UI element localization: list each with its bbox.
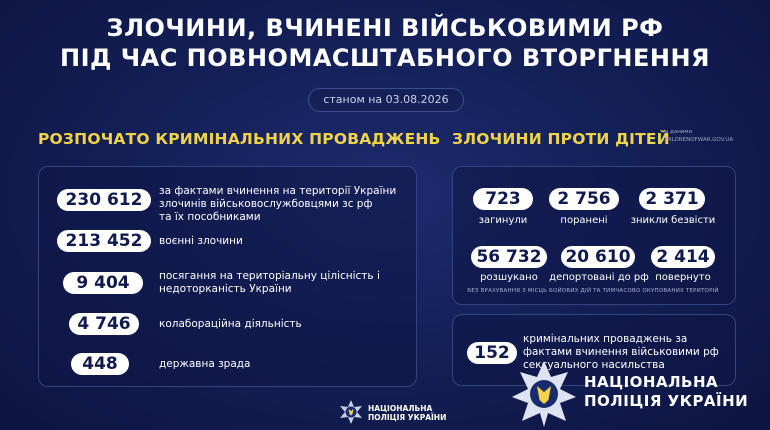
criminal-proceedings-panel bbox=[38, 166, 417, 387]
text-line: злочинів військовослужбовцями зс рф bbox=[159, 198, 373, 210]
children-injured-value: 2 756 bbox=[549, 188, 619, 210]
children-injured-label: поранені bbox=[560, 215, 608, 226]
proceedings-text-collaboration bbox=[159, 318, 302, 331]
source-note bbox=[662, 128, 733, 144]
police-logo-small-text bbox=[368, 404, 446, 422]
proceedings-text-territorial bbox=[159, 270, 380, 296]
source-line1: за даними bbox=[662, 129, 693, 135]
text-line: фактами вчинення військовими рф bbox=[523, 346, 719, 358]
children-stats-footnote: БЕЗ ВРАХУВАННЯ З МІСЦЬ БОЙОВИХ ДІЙ ТА ТИМЧАСОВО ОКУПОВАНИХ ТЕРИТОРІЙ bbox=[467, 288, 719, 294]
text-line: за фактами вчинення на території України bbox=[159, 185, 397, 197]
text-line: кримінальних проваджень за bbox=[523, 333, 688, 345]
children-deported-value: 20 610 bbox=[561, 246, 635, 268]
children-missing-label: зникли безвісти bbox=[630, 215, 716, 226]
page-title-line1: ЗЛОЧИНИ, ВЧИНЕНІ ВІЙСЬКОВИМИ РФ bbox=[106, 14, 664, 42]
text-line: сексуального насильства bbox=[523, 359, 665, 371]
police-small-line2: ПОЛІЦІЯ УКРАЇНИ bbox=[368, 413, 447, 422]
children-stats-panel bbox=[452, 166, 736, 305]
police-logo-large-text bbox=[584, 373, 748, 411]
text-line: недоторканість України bbox=[159, 283, 292, 295]
police-star-large-icon bbox=[508, 357, 580, 429]
proceedings-value-collaboration: 4 746 bbox=[69, 313, 139, 335]
crimes-against-children-heading: ЗЛОЧИНИ ПРОТИ ДІТЕЙ bbox=[452, 130, 670, 148]
proceedings-value-war-crimes: 213 452 bbox=[57, 230, 151, 252]
children-deported-label: депортовані до рф bbox=[549, 272, 649, 283]
text-line: колабораційна діяльність bbox=[159, 318, 302, 330]
proceedings-text-total bbox=[159, 185, 396, 224]
page-title-line2: ПІД ЧАС ПОВНОМАСШТАБНОГО ВТОРГНЕННЯ bbox=[59, 44, 711, 72]
criminal-proceedings-heading: РОЗПОЧАТО КРИМІНАЛЬНИХ ПРОВАДЖЕНЬ bbox=[38, 130, 441, 148]
police-small-line1: НАЦІОНАЛЬНА bbox=[368, 404, 433, 413]
children-missing-value: 2 371 bbox=[639, 188, 705, 210]
proceedings-text-war-crimes bbox=[159, 235, 243, 248]
source-line2: CHILDRENOFWAR.GOV.UA bbox=[662, 137, 734, 143]
children-returned-value: 2 414 bbox=[651, 246, 715, 268]
police-big-line2: ПОЛІЦІЯ УКРАЇНИ bbox=[584, 392, 749, 410]
proceedings-text-treason bbox=[159, 358, 250, 371]
text-line: воєнні злочини bbox=[159, 235, 243, 247]
date-badge: станом на 03.08.2026 bbox=[308, 88, 464, 112]
text-line: та їх пособниками bbox=[159, 211, 261, 223]
sexual-violence-value: 152 bbox=[467, 342, 517, 364]
police-big-line1: НАЦІОНАЛЬНА bbox=[584, 373, 719, 391]
text-line: державна зрада bbox=[159, 358, 251, 370]
proceedings-value-territorial: 9 404 bbox=[63, 272, 143, 294]
children-found-label: розшукано bbox=[480, 272, 538, 283]
text-line: посягання на територіальну цілісність і bbox=[159, 270, 380, 282]
children-killed-value: 723 bbox=[473, 188, 533, 210]
police-star-icon bbox=[338, 399, 364, 425]
proceedings-value-total: 230 612 bbox=[57, 189, 151, 211]
children-killed-label: загинули bbox=[478, 215, 528, 226]
children-returned-label: повернуто bbox=[655, 272, 711, 283]
children-found-value: 56 732 bbox=[471, 246, 547, 268]
proceedings-value-treason: 448 bbox=[71, 353, 129, 375]
